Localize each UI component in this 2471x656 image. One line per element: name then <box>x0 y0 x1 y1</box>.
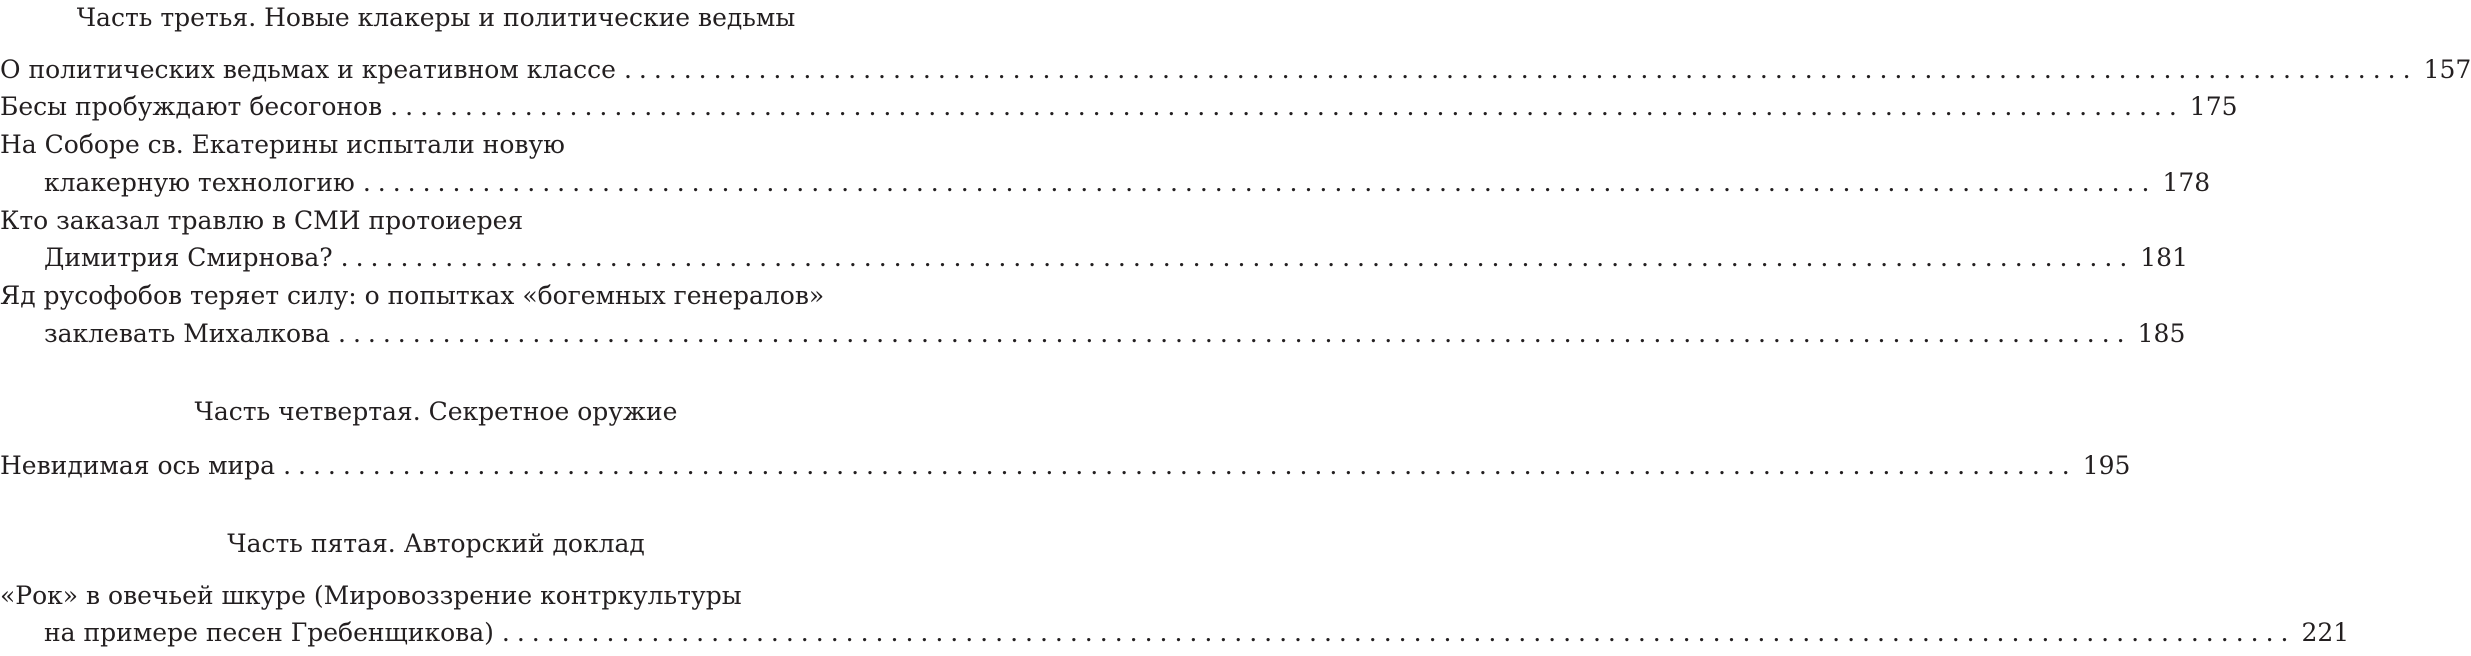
toc-entry[interactable] <box>44 316 2186 352</box>
toc-entry-title-line[interactable]: Яд русофобов теряет силу: о попытках «богемных генералов» <box>0 281 825 310</box>
toc-entry[interactable] <box>0 52 2471 88</box>
toc-page-number: 181 <box>2140 243 2188 272</box>
toc-entry-title-continuation: клакерную технологию <box>44 168 355 197</box>
toc-page-number: 178 <box>2162 168 2211 197</box>
dot-leader: ........................................................................................................................ <box>623 55 2418 84</box>
toc-entry-title-continuation: на примере песен Гребенщикова) <box>44 618 494 647</box>
toc-entry-title-line[interactable]: «Рок» в овечьей шкуре (Мировоззрение контркультуры <box>0 581 742 610</box>
toc-entry-title-line[interactable]: На Соборе св. Екатерины испытали новую <box>0 130 565 159</box>
dot-leader: ........................................................................................................................ <box>338 319 2132 348</box>
toc-entry[interactable] <box>0 89 2238 125</box>
toc-entry[interactable] <box>44 615 2350 651</box>
toc-entry-title-continuation: Димитрия Смирнова? <box>44 243 333 272</box>
toc-entry[interactable] <box>44 165 2211 201</box>
toc-entry-title-line[interactable]: Кто заказал травлю в СМИ протоиерея <box>0 206 524 235</box>
dot-leader: ........................................................................................................................ <box>283 451 2077 480</box>
part-heading: Часть пятая. Авторский доклад <box>227 529 645 558</box>
toc-entry[interactable] <box>0 448 2131 484</box>
toc-page-number: 185 <box>2137 319 2186 348</box>
dot-leader: ........................................................................................................................ <box>390 92 2184 121</box>
toc-page-number: 175 <box>2189 92 2238 121</box>
toc-page-number: 195 <box>2082 451 2131 480</box>
dot-leader: ........................................................................................................................ <box>340 243 2135 272</box>
toc-entry[interactable] <box>44 240 2188 276</box>
toc-entry-title: Бесы пробуждают бесогонов <box>0 92 383 121</box>
dot-leader: ........................................................................................................................ <box>501 618 2296 647</box>
part-heading: Часть четвертая. Секретное оружие <box>194 397 678 426</box>
toc-page-number: 157 <box>2423 55 2471 84</box>
toc-entry-title: О политических ведьмах и креативном классе <box>0 55 616 84</box>
toc-page-number: 221 <box>2301 618 2350 647</box>
toc-entry-title: Невидимая ось мира <box>0 451 276 480</box>
part-heading: Часть третья. Новые клакеры и политические ведьмы <box>76 3 796 32</box>
toc-entry-title-continuation: заклевать Михалкова <box>44 319 331 348</box>
dot-leader: ........................................................................................................................ <box>362 168 2157 197</box>
